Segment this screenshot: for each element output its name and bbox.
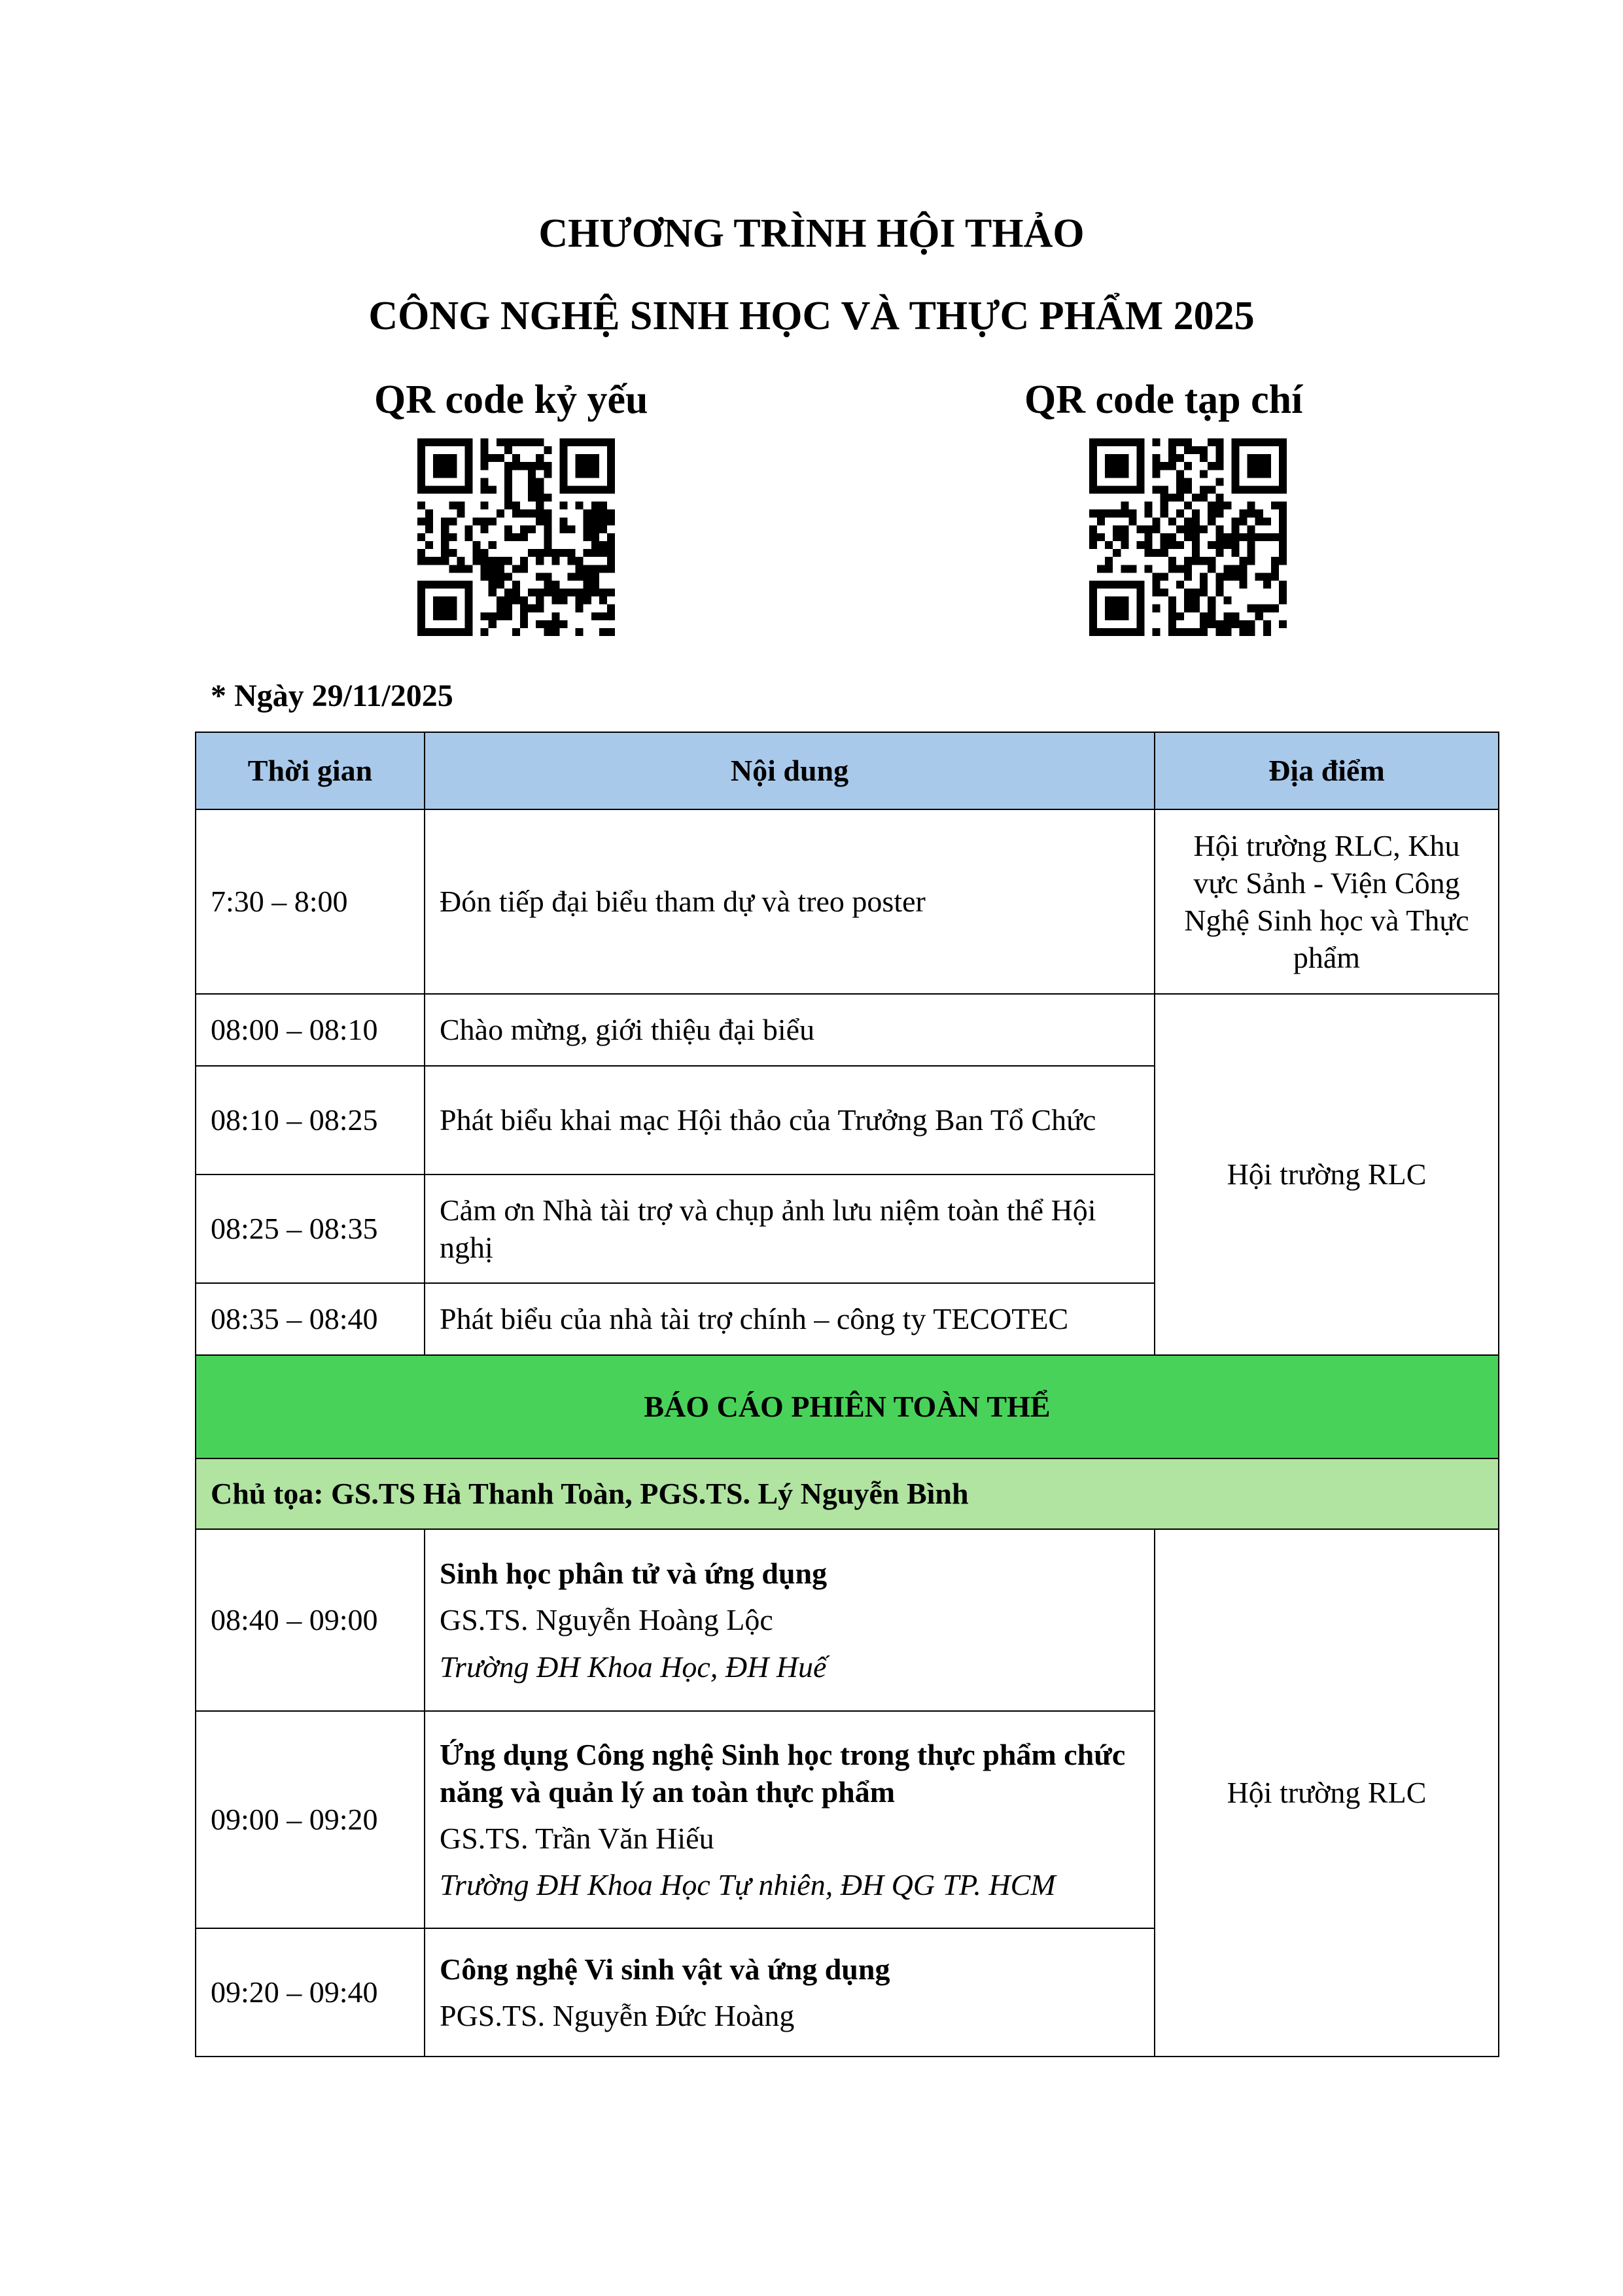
- title-line-2: CÔNG NGHỆ SINH HỌC VÀ THỰC PHẨM 2025: [368, 294, 1255, 338]
- talk-row: [196, 1529, 1499, 1711]
- talk-title: Ứng dụng Công nghệ Sinh học trong thực phẩm chức năng và quản lý an toàn thực phẩm: [440, 1737, 1126, 1809]
- row-content: Phát biểu khai mạc Hội thảo của Trưởng Ban Tổ Chức: [425, 1066, 1155, 1174]
- row-content: Chào mừng, giới thiệu đại biểu: [425, 994, 1155, 1066]
- row-time: 7:30 – 8:00: [196, 809, 425, 994]
- talks-venue: Hội trường RLC: [1155, 1529, 1499, 2057]
- qr-code-journal[interactable]: [1089, 438, 1287, 636]
- row-content: Đón tiếp đại biểu tham dự và treo poster: [425, 809, 1155, 994]
- talk-cell: [425, 1529, 1155, 1711]
- talk-time: 09:00 – 09:20: [196, 1711, 425, 1928]
- chair-line: Chủ tọa: GS.TS Hà Thanh Toàn, PGS.TS. Lý Nguyễn Bình: [196, 1458, 1499, 1529]
- talk-time: 08:40 – 09:00: [196, 1529, 425, 1711]
- header-content: Nội dung: [425, 732, 1155, 809]
- session-title: BÁO CÁO PHIÊN TOÀN THỂ: [196, 1355, 1499, 1458]
- session-title-row: [196, 1355, 1499, 1458]
- row-time: 08:35 – 08:40: [196, 1283, 425, 1355]
- row-time: 08:00 – 08:10: [196, 994, 425, 1066]
- table-row: [196, 809, 1499, 994]
- talk-speaker: PGS.TS. Nguyễn Đức Hoàng: [440, 1999, 795, 2032]
- qr-label-journal: QR code tạp chí: [1024, 378, 1303, 422]
- title-line-1: CHƯƠNG TRÌNH HỘI THẢO: [538, 211, 1085, 256]
- talk-time: 09:20 – 09:40: [196, 1928, 425, 2057]
- date-line: * Ngày 29/11/2025: [211, 679, 453, 713]
- row-content: Cảm ơn Nhà tài trợ và chụp ảnh lưu niệm toàn thể Hội nghị: [425, 1174, 1155, 1283]
- row-time: 08:10 – 08:25: [196, 1066, 425, 1174]
- talk-affiliation: Trường ĐH Khoa Học, ĐH Huế: [440, 1650, 827, 1684]
- row-content: Phát biểu của nhà tài trợ chính – công ty TECOTEC: [425, 1283, 1155, 1355]
- header-venue: Địa điểm: [1155, 732, 1499, 809]
- talk-title: Công nghệ Vi sinh vật và ứng dụng: [440, 1952, 890, 1986]
- talk-affiliation: Trường ĐH Khoa Học Tự nhiên, ĐH QG TP. HCM: [440, 1868, 1056, 1902]
- table-row: [196, 994, 1499, 1066]
- schedule-table: [195, 732, 1499, 2057]
- talk-speaker: GS.TS. Trần Văn Hiếu: [440, 1822, 714, 1855]
- talk-speaker: GS.TS. Nguyễn Hoàng Lộc: [440, 1603, 773, 1637]
- row-time: 08:25 – 08:35: [196, 1174, 425, 1283]
- header-time: Thời gian: [196, 732, 425, 809]
- chair-row: [196, 1458, 1499, 1529]
- talk-title: Sinh học phân tử và ứng dụng: [440, 1557, 828, 1591]
- talk-cell: [425, 1711, 1155, 1928]
- talk-cell: [425, 1928, 1155, 2057]
- qr-code-proceedings[interactable]: [417, 438, 615, 636]
- table-header-row: [196, 732, 1499, 809]
- row-venue: Hội trường RLC, Khu vực Sảnh - Viện Công Nghệ Sinh học và Thực phẩm: [1155, 809, 1499, 994]
- row-venue: Hội trường RLC: [1155, 994, 1499, 1355]
- qr-label-proceedings: QR code kỷ yếu: [374, 378, 648, 422]
